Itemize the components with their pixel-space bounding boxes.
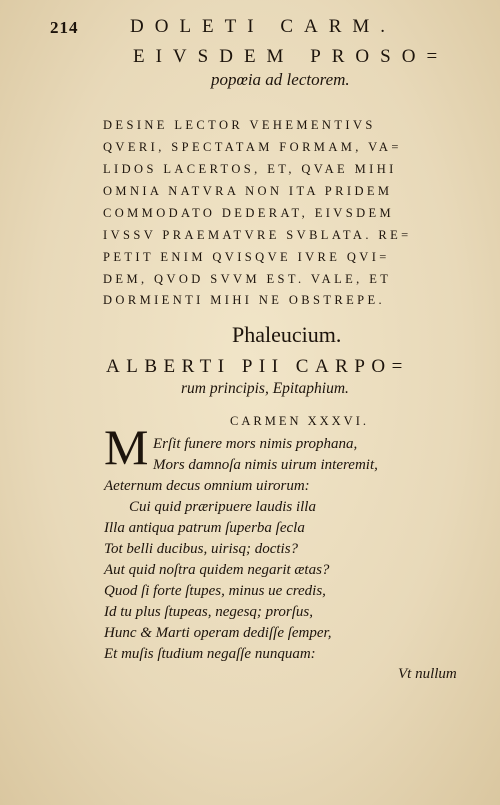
prose-line: DORMIENTI MIHI NE OBSTREPE. xyxy=(103,293,386,307)
epitaph-subtitle: rum principis, Epitaphium. xyxy=(181,380,349,397)
epitaph-title: ALBERTI PII CARPO= xyxy=(106,356,409,377)
prosopopoeia-subtitle: popœia ad lectorem. xyxy=(211,70,350,89)
verse-line: Mors damnoſa nimis uirum interemit, xyxy=(153,457,378,473)
verse-line: Hunc & Marti operam dediſſe ſemper, xyxy=(104,625,332,641)
prosopopoeia-title: EIVSDEM PROSO= xyxy=(133,46,449,67)
prose-line: LIDOS LACERTOS, ET, QVAE MIHI xyxy=(103,162,397,176)
verse-line: Quod ſi forte ſtupes, minus ue credis, xyxy=(104,583,326,599)
carmen-number: CARMEN XXXVI. xyxy=(230,414,369,428)
prose-line: COMMODATO DEDERAT, EIVSDEM xyxy=(103,206,395,220)
verse-line: Id tu plus ſtupeas, negesq; prorſus, xyxy=(104,604,314,620)
catchword: Vt nullum xyxy=(398,666,457,682)
prose-line: DEM, QVOD SVVM EST. VALE, ET xyxy=(103,272,392,286)
verse-line: Aut quid noſtra quidem negarit ætas? xyxy=(104,562,330,578)
prose-line: PETIT ENIM QVISQVE IVRE QVI= xyxy=(103,250,390,264)
prose-line: OMNIA NATVRA NON ITA PRIDEM xyxy=(103,184,393,198)
prose-line: DESINE LECTOR VEHEMENTIVS xyxy=(103,118,376,132)
verse-line: Et muſis ſtudium negaſſe nunquam: xyxy=(104,646,316,662)
page-number: 214 xyxy=(50,18,79,37)
section-heading: Phaleucium. xyxy=(232,322,342,347)
prose-line: IVSSV PRAEMATVRE SVBLATA. RE= xyxy=(103,228,412,242)
running-head: DOLETI CARM. xyxy=(130,16,397,37)
drop-capital: M xyxy=(104,419,149,475)
prose-line: QVERI, SPECTATAM FORMAM, VA= xyxy=(103,140,402,154)
verse-line: Cui quid præripuere laudis illa xyxy=(129,499,316,515)
verse-line: Tot belli ducibus, uirisq; doctis? xyxy=(104,541,299,557)
verse-line: Illa antiqua patrum ſuperba ſecla xyxy=(104,520,305,536)
verse-line: Aeternum decus omnium uirorum: xyxy=(104,478,310,494)
verse-line: Erſit funere mors nimis prophana, xyxy=(153,436,358,452)
